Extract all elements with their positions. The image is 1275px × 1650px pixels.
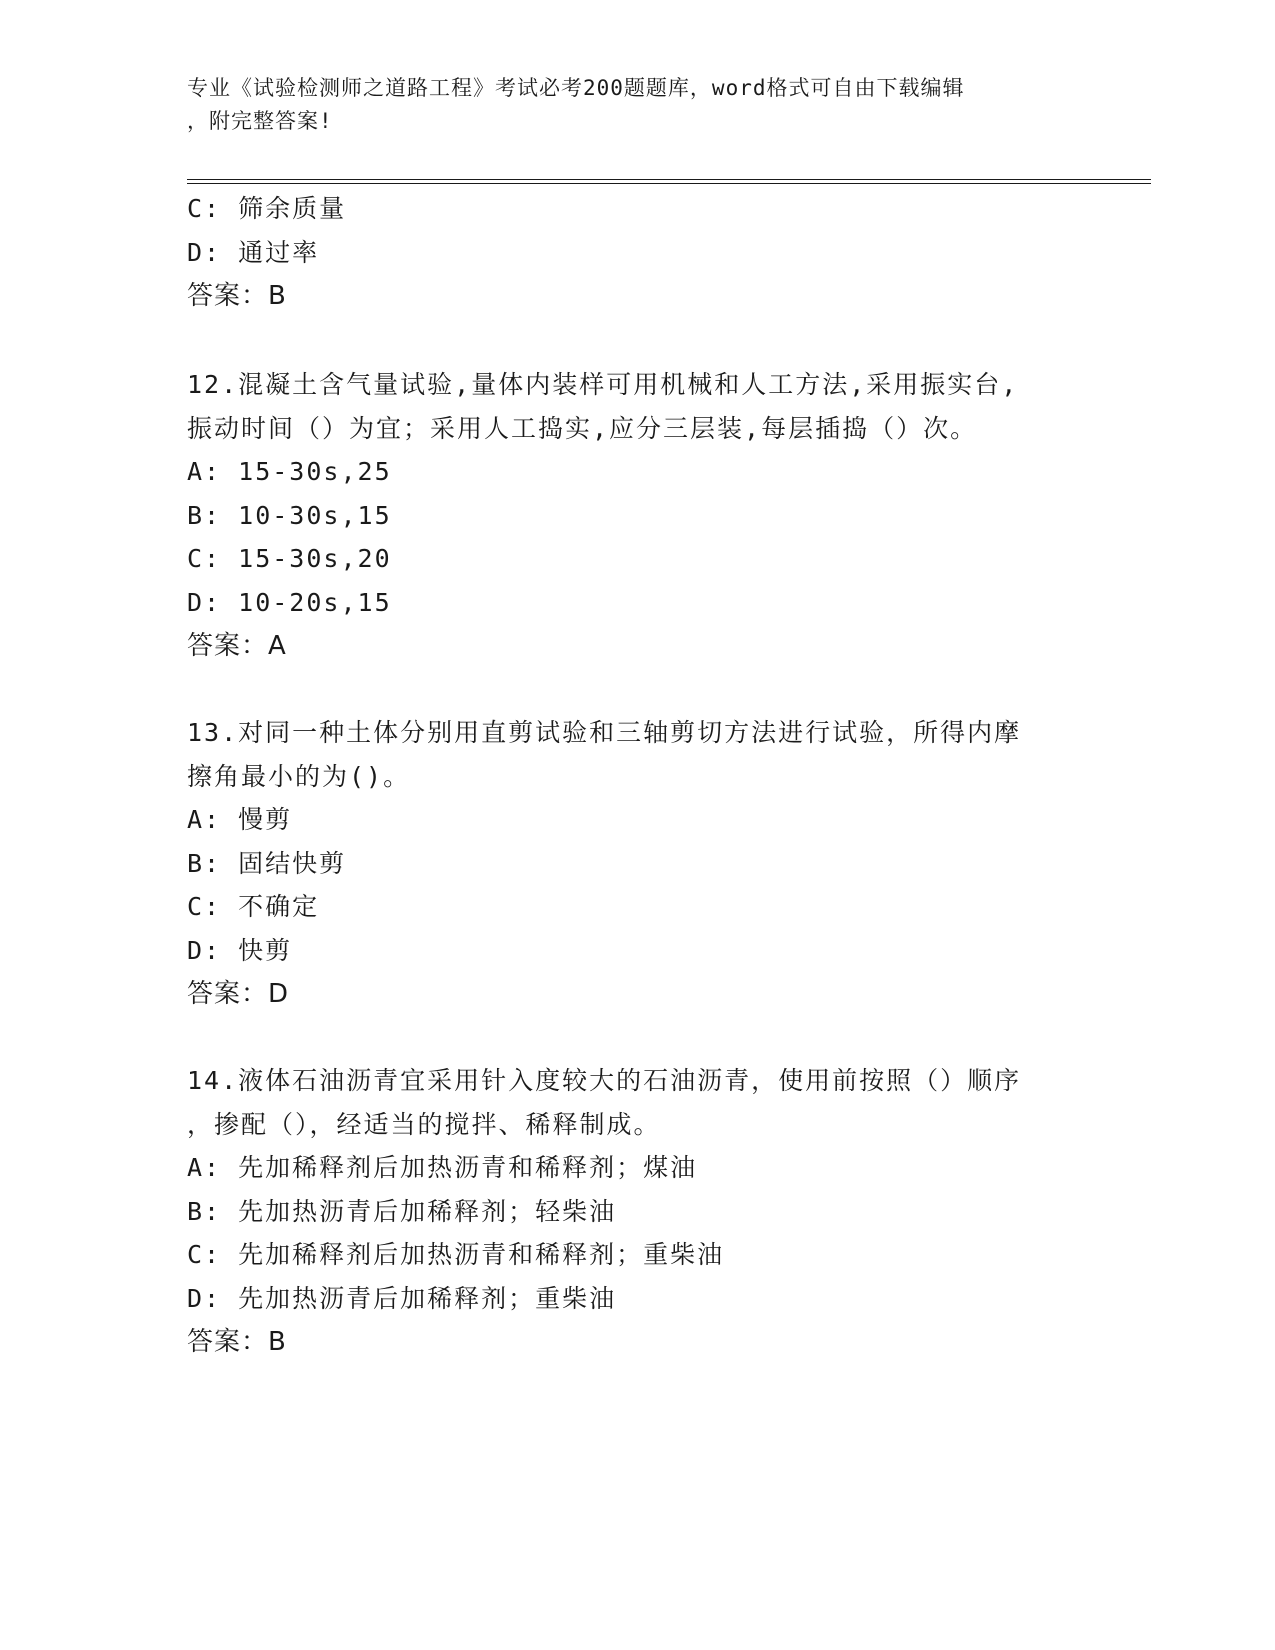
q12-option-b: B: 10-30s,15 (187, 501, 392, 530)
q14-option-c: C: 先加稀释剂后加热沥青和稀释剂；重柴油 (187, 1240, 725, 1269)
q14-answer: 答案：B (187, 1327, 287, 1357)
q13-option-d: D: 快剪 (187, 936, 293, 965)
header-divider-bottom (187, 183, 1151, 184)
q14-stem-line-1: 14.液体石油沥青宜采用针入度较大的石油沥青，使用前按照（）顺序 (187, 1066, 1022, 1095)
q12-stem-line-1: 12.混凝土含气量试验,量体内装样可用机械和人工方法,采用振实台, (187, 370, 1019, 399)
header-line-2: ，附完整答案! (187, 109, 333, 133)
document-header (187, 72, 1067, 138)
q11-answer: 答案：B (187, 281, 287, 311)
q12-option-d: D: 10-20s,15 (187, 588, 392, 617)
header-line-1: 专业《试验检测师之道路工程》考试必考200题题库，word格式可自由下载编辑 (187, 76, 965, 100)
q13-option-c: C: 不确定 (187, 892, 320, 921)
q13-answer: 答案：D (187, 979, 290, 1009)
header-divider-top (187, 179, 1151, 180)
q13-stem-line-2: 擦角最小的为()。 (187, 762, 411, 791)
q12-stem-line-2: 振动时间（）为宜；采用人工捣实,应分三层装,每层插捣（）次。 (187, 414, 978, 443)
q12-answer: 答案：A (187, 631, 287, 661)
q12-option-c: C: 15-30s,20 (187, 544, 392, 573)
q11-option-c: C: 筛余质量 (187, 194, 347, 223)
q14-option-b: B: 先加热沥青后加稀释剂；轻柴油 (187, 1197, 617, 1226)
q11-option-d: D: 通过率 (187, 238, 320, 267)
q12-option-a: A: 15-30s,25 (187, 457, 392, 486)
q14-option-a: A: 先加稀释剂后加热沥青和稀释剂；煤油 (187, 1153, 698, 1182)
q13-option-b: B: 固结快剪 (187, 849, 347, 878)
q14-option-d: D: 先加热沥青后加稀释剂；重柴油 (187, 1284, 617, 1313)
q13-stem-line-1: 13.对同一种土体分别用直剪试验和三轴剪切方法进行试验，所得内摩 (187, 718, 1022, 747)
q13-option-a: A: 慢剪 (187, 805, 293, 834)
q14-stem-line-2: ，掺配（），经适当的搅拌、稀释制成。 (187, 1110, 661, 1139)
